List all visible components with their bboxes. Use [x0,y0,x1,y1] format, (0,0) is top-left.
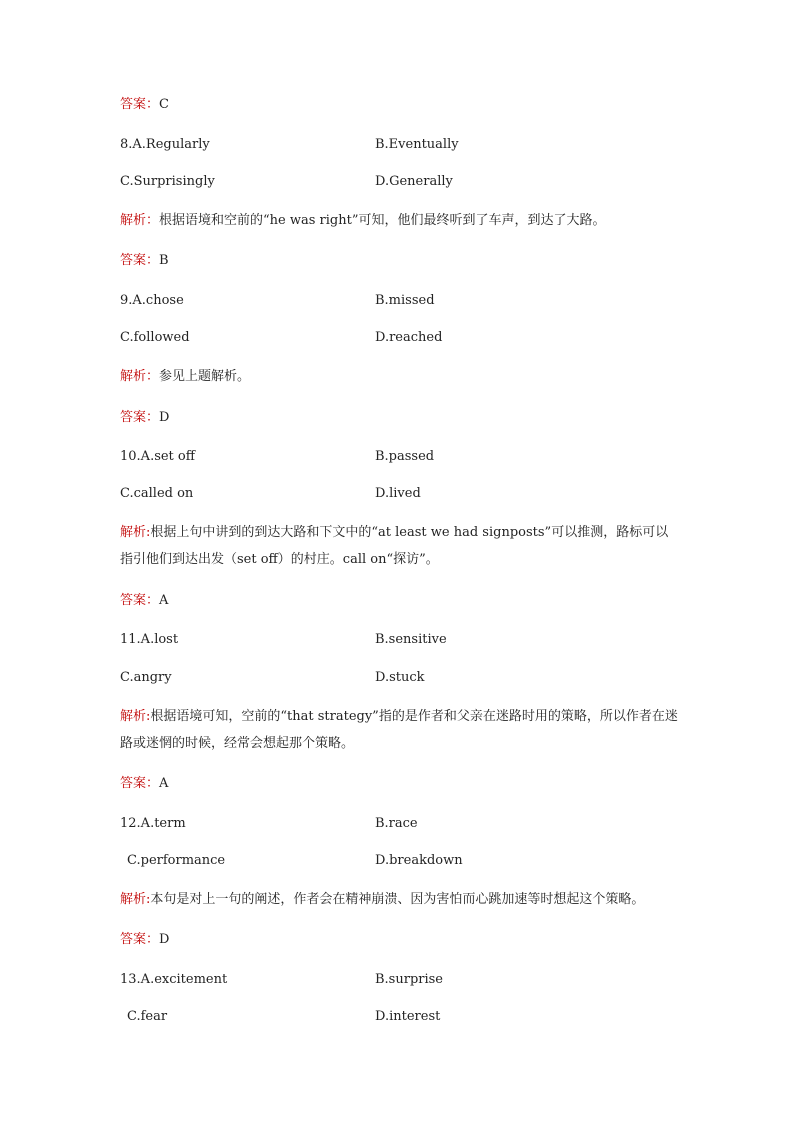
option-right: D.lived [375,486,421,501]
answer-line [120,409,680,427]
answer-label: 答案： [120,97,160,112]
answer-label: 答案： [120,410,160,425]
answer-value: C [159,97,169,112]
option-left: C.followed [120,330,190,345]
option-row [120,1008,680,1026]
analysis-text: 参见上题解析。 [159,369,251,384]
option-row [120,136,680,154]
answer-line [120,775,680,793]
answer-label: 答案： [120,776,160,791]
option-left: 9.A.chose [120,293,184,308]
answer-value: D [159,932,170,947]
option-row [120,631,680,649]
analysis-text: 根据语境可知，空前的“that strategy”指的是作者和父亲在迷路时用的策略，所以作者在迷路或迷惘的时候，经常会想起那个策略。 [120,709,678,751]
analysis-label: 解析: [120,525,151,540]
analysis-paragraph [120,703,680,757]
answer-line [120,252,680,270]
option-right: D.breakdown [375,853,463,868]
option-row [120,815,680,833]
answer-line [120,931,680,949]
option-right: D.reached [375,330,443,345]
option-left: 10.A.set off [120,449,195,464]
answer-value: D [159,410,170,425]
option-left: C.called on [120,486,194,501]
option-right: B.passed [375,449,435,464]
option-left: 12.A.term [120,816,186,831]
analysis-label: 解析： [120,369,160,384]
option-row [120,971,680,989]
answer-label: 答案： [120,932,160,947]
option-right: D.stuck [375,670,425,685]
analysis-text: 根据语境和空前的“he was right”可知，他们最终听到了车声，到达了大路。 [159,213,606,228]
option-right: B.missed [375,293,435,308]
option-right: D.Generally [375,174,453,189]
answer-line [120,96,680,114]
option-row [120,448,680,466]
option-row [120,329,680,347]
answer-value: B [159,253,169,268]
analysis-label: 解析: [120,709,151,724]
option-right: B.race [375,816,418,831]
option-left: C.angry [120,670,172,685]
analysis-paragraph [120,519,680,573]
option-right: B.sensitive [375,632,447,647]
option-row [120,669,680,687]
option-row [120,852,680,870]
analysis-label: 解析: [120,892,151,907]
analysis-text: 根据上句中讲到的到达大路和下文中的“at least we had signposts”可以推测，路标可以指引他们到达出发（set off）的村庄。call on“探访”。 [120,525,669,567]
option-right: B.surprise [375,972,444,987]
analysis-text: 本句是对上一句的阐述，作者会在精神崩溃、因为害怕而心跳加速等时想起这个策略。 [150,892,645,907]
option-left: C.performance [127,853,226,868]
analysis-line [120,368,680,386]
analysis-line [120,891,680,909]
answer-value: A [159,776,169,791]
option-left: 13.A.excitement [120,972,228,987]
option-left: 8.A.Regularly [120,137,210,152]
option-left: C.fear [127,1009,168,1024]
analysis-line [120,212,680,230]
option-right: B.Eventually [375,137,459,152]
answer-line [120,592,680,610]
answer-label: 答案： [120,593,160,608]
option-row [120,173,680,191]
option-row [120,485,680,503]
option-right: D.interest [375,1009,441,1024]
option-row [120,292,680,310]
option-left: 11.A.lost [120,632,179,647]
analysis-label: 解析： [120,213,160,228]
option-left: C.Surprisingly [120,174,215,189]
answer-value: A [159,593,169,608]
answer-label: 答案： [120,253,160,268]
